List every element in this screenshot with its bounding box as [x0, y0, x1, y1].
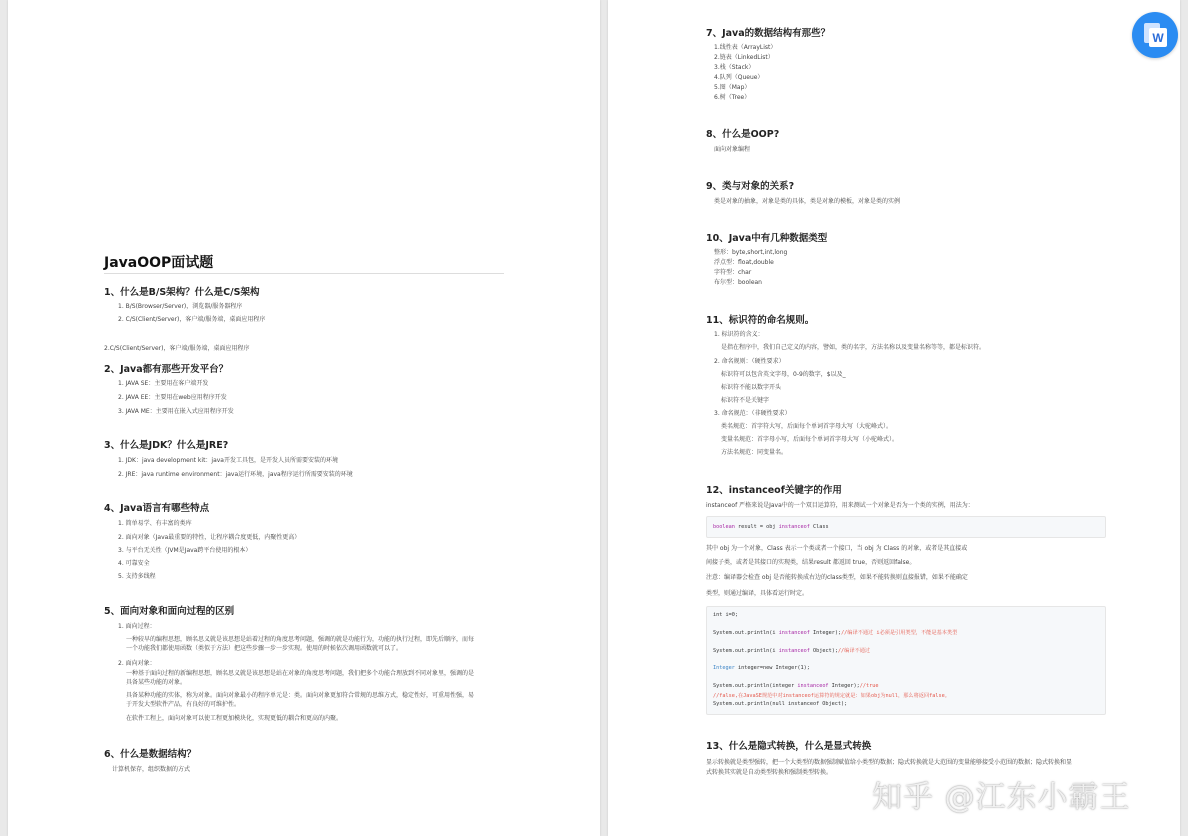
paragraph: 一个功能我们都使用函数（类似于方法）把这些步骤一步一步实现。使用的时候依次调用函数就可以了。 — [126, 645, 403, 652]
paragraph: 其中 obj 为一个对象，Class 表示一个类或者一个接口，当 obj 为 Class 的对象，或者是其直接或 — [706, 545, 968, 552]
list-item: 1. 面向过程： — [118, 623, 156, 630]
list-item: 2. JAVA EE：主要用在web应用程序开发 — [118, 394, 227, 401]
paragraph: 是指在程序中，我们自己定义的内容，譬如，类的名字，方法名称以及变量名称等等，都是标识符。 — [721, 344, 986, 351]
document-title: JavaOOP面试题 — [104, 255, 214, 271]
code-line: boolean result = obj instanceof Class — [713, 524, 829, 530]
list-item: 1. B/S(Browser/Server)，浏览器/服务器程序 — [118, 303, 243, 310]
heading-q8: 8、什么是OOP? — [706, 129, 780, 140]
heading-q12: 12、instanceof关键字的作用 — [706, 485, 842, 496]
list-item: 2. JRE：java runtime environment：java运行环境，java程序运行所需要安装的环境 — [118, 471, 353, 478]
heading-q10: 10、Java中有几种数据类型 — [706, 233, 828, 244]
paragraph: 标识符不是关键字 — [721, 397, 770, 404]
paragraph: 在软件工程上，面向对象可以使工程更加模块化，实现更低的耦合和更高的内聚。 — [126, 715, 343, 722]
zhihu-watermark: 知乎 @江东小霸王 — [872, 780, 1131, 815]
paragraph: 变量名规范：首字母小写，后面每个单词首字母大写（小驼峰式）。 — [721, 436, 899, 443]
paragraph: 式转换其实就是自动类型转换和强制类型转换。 — [706, 769, 833, 776]
paragraph: 方法名规范：同变量名。 — [721, 449, 788, 456]
paragraph: 计算机保存，组织数据的方式 — [112, 766, 191, 773]
list-item: 2. 面向对象（Java最重要的特性，让程序耦合度更低，内聚性更高） — [118, 534, 301, 541]
list-item: 4. 可靠安全 — [118, 560, 150, 567]
paragraph: 标识符可以包含英文字母，0-9的数字，$以及_ — [721, 371, 846, 378]
heading-q4: 4、Java语言有哪些特点 — [104, 503, 210, 514]
list-item: 浮点型：float,double — [714, 259, 774, 266]
list-item: 1. 标识符的含义： — [714, 331, 764, 338]
paragraph: 类是对象的抽象，对象是类的具体，类是对象的模板，对象是类的实例 — [714, 198, 901, 205]
list-item: 3. 命名规范：（非硬性要求） — [714, 410, 791, 417]
word-app-icon[interactable] — [1132, 12, 1178, 58]
list-item: 6.树（Tree） — [714, 94, 751, 101]
list-item: 4.队列（Queue） — [714, 74, 764, 81]
code-line: int i=0; — [713, 612, 738, 618]
list-item: 1. 简单易学、有丰富的类库 — [118, 520, 192, 527]
code-line: Integer integer=new Integer(1); — [713, 665, 810, 671]
paragraph: 具备某种功能的实体，称为对象。面向对象最小的程序单元是：类。面向对象更加符合常规的思维方式，稳定性好，可重用性强，易 — [126, 692, 475, 699]
paragraph: 类名规范：首字符大写，后面每个单词首字母大写（大驼峰式）。 — [721, 423, 893, 430]
list-item: 3. JAVA ME：主要用在嵌入式应用程序开发 — [118, 408, 234, 415]
list-item: 1. JAVA SE：主要用在客户端开发 — [118, 380, 209, 387]
code-line: System.out.println(null instanceof Object); — [713, 701, 848, 707]
paragraph: 具备某些功能的对象。 — [126, 679, 187, 686]
list-item: 字符型：char — [714, 269, 752, 276]
heading-q3: 3、什么是JDK？什么是JRE? — [104, 440, 229, 451]
list-item: 3. 与平台无关性（JVM是Java跨平台使用的根本） — [118, 547, 252, 554]
list-item: 3.栈（Stack） — [714, 64, 755, 71]
list-item: 1.线性表（ArrayList） — [714, 44, 777, 51]
code-line: System.out.println(i instanceof Object);//编译不通过 — [713, 648, 871, 654]
heading-q7: 7、Java的数据结构有那些？ — [706, 28, 831, 39]
paragraph: 间接子类，或者是其接口的实现类，结果result 都返回 true，否则返回false。 — [706, 559, 916, 566]
list-item: 5. 支持多线程 — [118, 573, 156, 580]
paragraph: 面向对象编程 — [714, 146, 751, 153]
code-block-usage — [706, 516, 1106, 538]
code-comment: //false,在JavaSE规范中对instanceof运算符的规定就是：如果obj为null，那么将返回false。 — [713, 693, 950, 699]
list-item: 布尔型：boolean — [714, 279, 762, 286]
paragraph: 类型，则通过编译，具体看运行时定。 — [706, 590, 809, 597]
list-item: 整形：byte,short,int,long — [714, 249, 788, 256]
paragraph: 显示转换就是类型强转，把一个大类型的数据强制赋值给小类型的数据；隐式转换就是大范围的变量能够接受小范围的数据；隐式转换和显 — [706, 759, 1073, 766]
paragraph: 标识符不能以数字开头 — [721, 384, 782, 391]
list-item: 2. C/S(Client/Server)，客户端/服务端，桌面应用程序 — [118, 316, 266, 323]
list-item: 5.图（Map） — [714, 84, 751, 91]
list-item: 2.链表（LinkedList） — [714, 54, 774, 61]
paragraph: 一种基于面向过程的新编程思想，顾名思义就是该思想是站在对象的角度思考问题，我们把多个功能合理放到不同对象里，强调的是 — [126, 670, 475, 677]
list-item: 2. 面向对象： — [118, 660, 156, 667]
word-letter-icon: W — [1149, 28, 1167, 47]
heading-q6: 6、什么是数据结构？ — [104, 749, 197, 760]
code-line: System.out.println(integer instanceof Integer);//true — [713, 683, 879, 689]
paragraph: instanceof 严格来说是Java中的一个双目运算符，用来测试一个对象是否为一个类的实例，用法为： — [706, 502, 974, 509]
paragraph: 注意：编译器会检查 obj 是否能转换成右边的class类型，如果不能转换则直接报错，如果不能确定 — [706, 574, 968, 581]
list-item: 2. 命名规则：（硬性要求） — [714, 358, 785, 365]
heading-q1: 1、什么是B/S架构？什么是C/S架构 — [104, 287, 260, 298]
document-page-left — [8, 0, 600, 836]
heading-q9: 9、类与对象的关系? — [706, 181, 795, 192]
paragraph: 于开发大型软件产品，有良好的可维护性。 — [126, 701, 241, 708]
list-item: 1. JDK：java development kit：java开发工具包，是开发人员所需要安装的环境 — [118, 457, 338, 464]
heading-q13: 13、什么是隐式转换，什么是显式转换 — [706, 741, 872, 752]
paragraph: 一种较早的编程思想，顾名思义就是该思想是站着过程的角度思考问题，强调的就是功能行为，功能的执行过程，即先后顺序，而每 — [126, 636, 475, 643]
heading-q2: 2、Java都有那些开发平台？ — [104, 364, 229, 375]
title-divider — [104, 273, 504, 274]
code-line: System.out.println(i instanceof Integer);//编译不通过 i必须是引用类型，不能是基本类型 — [713, 630, 958, 636]
document-page-right — [608, 0, 1180, 836]
code-block-example — [706, 606, 1106, 715]
heading-q11: 11、标识符的命名规则。 — [706, 315, 815, 326]
paragraph: 2.C/S(Client/Server)，客户端/服务端，桌面应用程序 — [104, 345, 250, 352]
heading-q5: 5、面向对象和面向过程的区别 — [104, 606, 235, 617]
